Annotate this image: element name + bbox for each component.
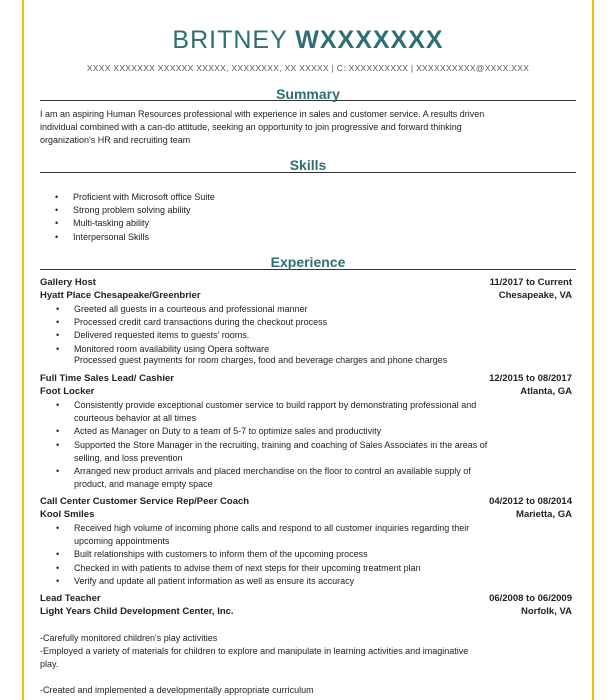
description-line: -Employed a variety of materials for children to explore and manipulate in learning activities and imaginative — [40, 646, 469, 656]
list-item: • Greeted all guests in a courteous and professional manner — [56, 303, 327, 316]
candidate-name — [0, 26, 616, 55]
job-description — [40, 632, 580, 697]
summary-line: individual combined with a can-do attitude, seeking an opportunity to join progressive and forward thinking — [40, 122, 462, 132]
experience-heading: Experience — [270, 254, 346, 270]
job-location: Marietta, GA — [516, 509, 572, 520]
job-location: Norfolk, VA — [520, 606, 572, 617]
skills-list — [55, 191, 215, 244]
last-name: WXXXXXXX — [295, 26, 444, 54]
job-dates: 06/2008 to 06/2009 — [489, 593, 572, 604]
list-item: • Verify and update all patient information as well as ensure its accuracy — [56, 575, 469, 588]
bullet-text: product, and manage empty space — [74, 479, 213, 490]
list-item: • Strong problem solving ability — [55, 204, 215, 217]
list-item: • Checked in with patients to advise them of next steps for their upcoming treatment plan — [56, 562, 469, 575]
list-item — [56, 439, 487, 465]
list-item: • Interpersonal Skills — [55, 231, 215, 244]
list-item: • Acted as Manager on Duty to a team of 5-7 to optimize sales and productivity — [56, 425, 487, 438]
bullet-text: Consistently provide exceptional customer service to build rapport by demonstrating professional and — [74, 400, 477, 410]
description-line: -Carefully monitored children's play activities — [40, 633, 218, 643]
job-title: Call Center Customer Service Rep/Peer Coach — [40, 496, 250, 507]
summary-line: organization's HR and recruiting team — [40, 135, 191, 145]
job-dates: 12/2015 to 08/2017 — [489, 373, 572, 384]
job-continuation: Processed guest payments for room charges, food and beverage charges and phone charges — [74, 355, 448, 365]
bullet-text: Supported the Store Manager in the recruiting, training and coaching of Sales Associates in the areas of — [74, 439, 488, 450]
list-item — [56, 522, 469, 548]
summary-line: I am an aspiring Human Resources professional with experience in sales and customer service. A results driven — [40, 109, 485, 119]
description-line: -Created and implemented a developmentally appropriate curriculum — [40, 685, 314, 695]
contact-line: XXXX XXXXXXX XXXXXX XXXXX, XXXXXXXX, XX XXXXX | C: XXXXXXXXXX | XXXXXXXXXX@XXXX.XXX — [86, 63, 530, 73]
job-location: Atlanta, GA — [520, 386, 572, 397]
job-title: Lead Teacher — [40, 593, 101, 604]
list-item: • Multi-tasking ability — [55, 217, 215, 230]
job-dates: 04/2012 to 08/2014 — [489, 496, 572, 507]
job-title: Full Time Sales Lead/ Cashier — [40, 373, 174, 384]
bullet-text: Received high volume of incoming phone calls and respond to all customer inquiries regarding their — [74, 523, 470, 533]
list-item: • Monitored room availability using Opera software — [56, 343, 327, 356]
bullet-text: selling, and loss prevention — [74, 452, 183, 463]
skills-heading: Skills — [289, 157, 327, 173]
first-name: BRITNEY — [172, 26, 288, 54]
job-company: Hyatt Place Chesapeake/Greenbrier — [40, 290, 201, 301]
list-item — [56, 465, 487, 491]
job-title: Gallery Host — [40, 277, 96, 288]
job-dates: 11/2017 to Current — [489, 277, 572, 288]
list-item: • Proficient with Microsoft office Suite — [55, 191, 215, 204]
list-item: • Built relationships with customers to inform them of the upcoming process — [56, 548, 469, 561]
bullet-text: Arranged new product arrivals and placed merchandise on the floor to control an available supply of — [74, 466, 471, 477]
job-bullets — [56, 522, 469, 588]
summary-heading: Summary — [276, 86, 340, 102]
job-location: Chesapeake, VA — [498, 290, 572, 301]
job-company: Kool Smiles — [40, 509, 95, 520]
job-bullets — [56, 399, 487, 491]
bullet-text: courteous behavior at all times — [74, 413, 197, 424]
description-line — [40, 671, 580, 684]
bullet-text: upcoming appointments — [74, 536, 170, 547]
description-line: play. — [40, 659, 59, 669]
list-item: • Delivered requested items to guests' rooms. — [56, 329, 327, 342]
job-bullets — [56, 303, 327, 356]
job-company: Light Years Child Development Center, Inc. — [40, 606, 234, 617]
list-item: • Processed credit card transactions during the checkout process — [56, 316, 327, 329]
summary-text — [40, 108, 580, 147]
job-company: Foot Locker — [40, 386, 95, 397]
list-item — [56, 399, 487, 425]
